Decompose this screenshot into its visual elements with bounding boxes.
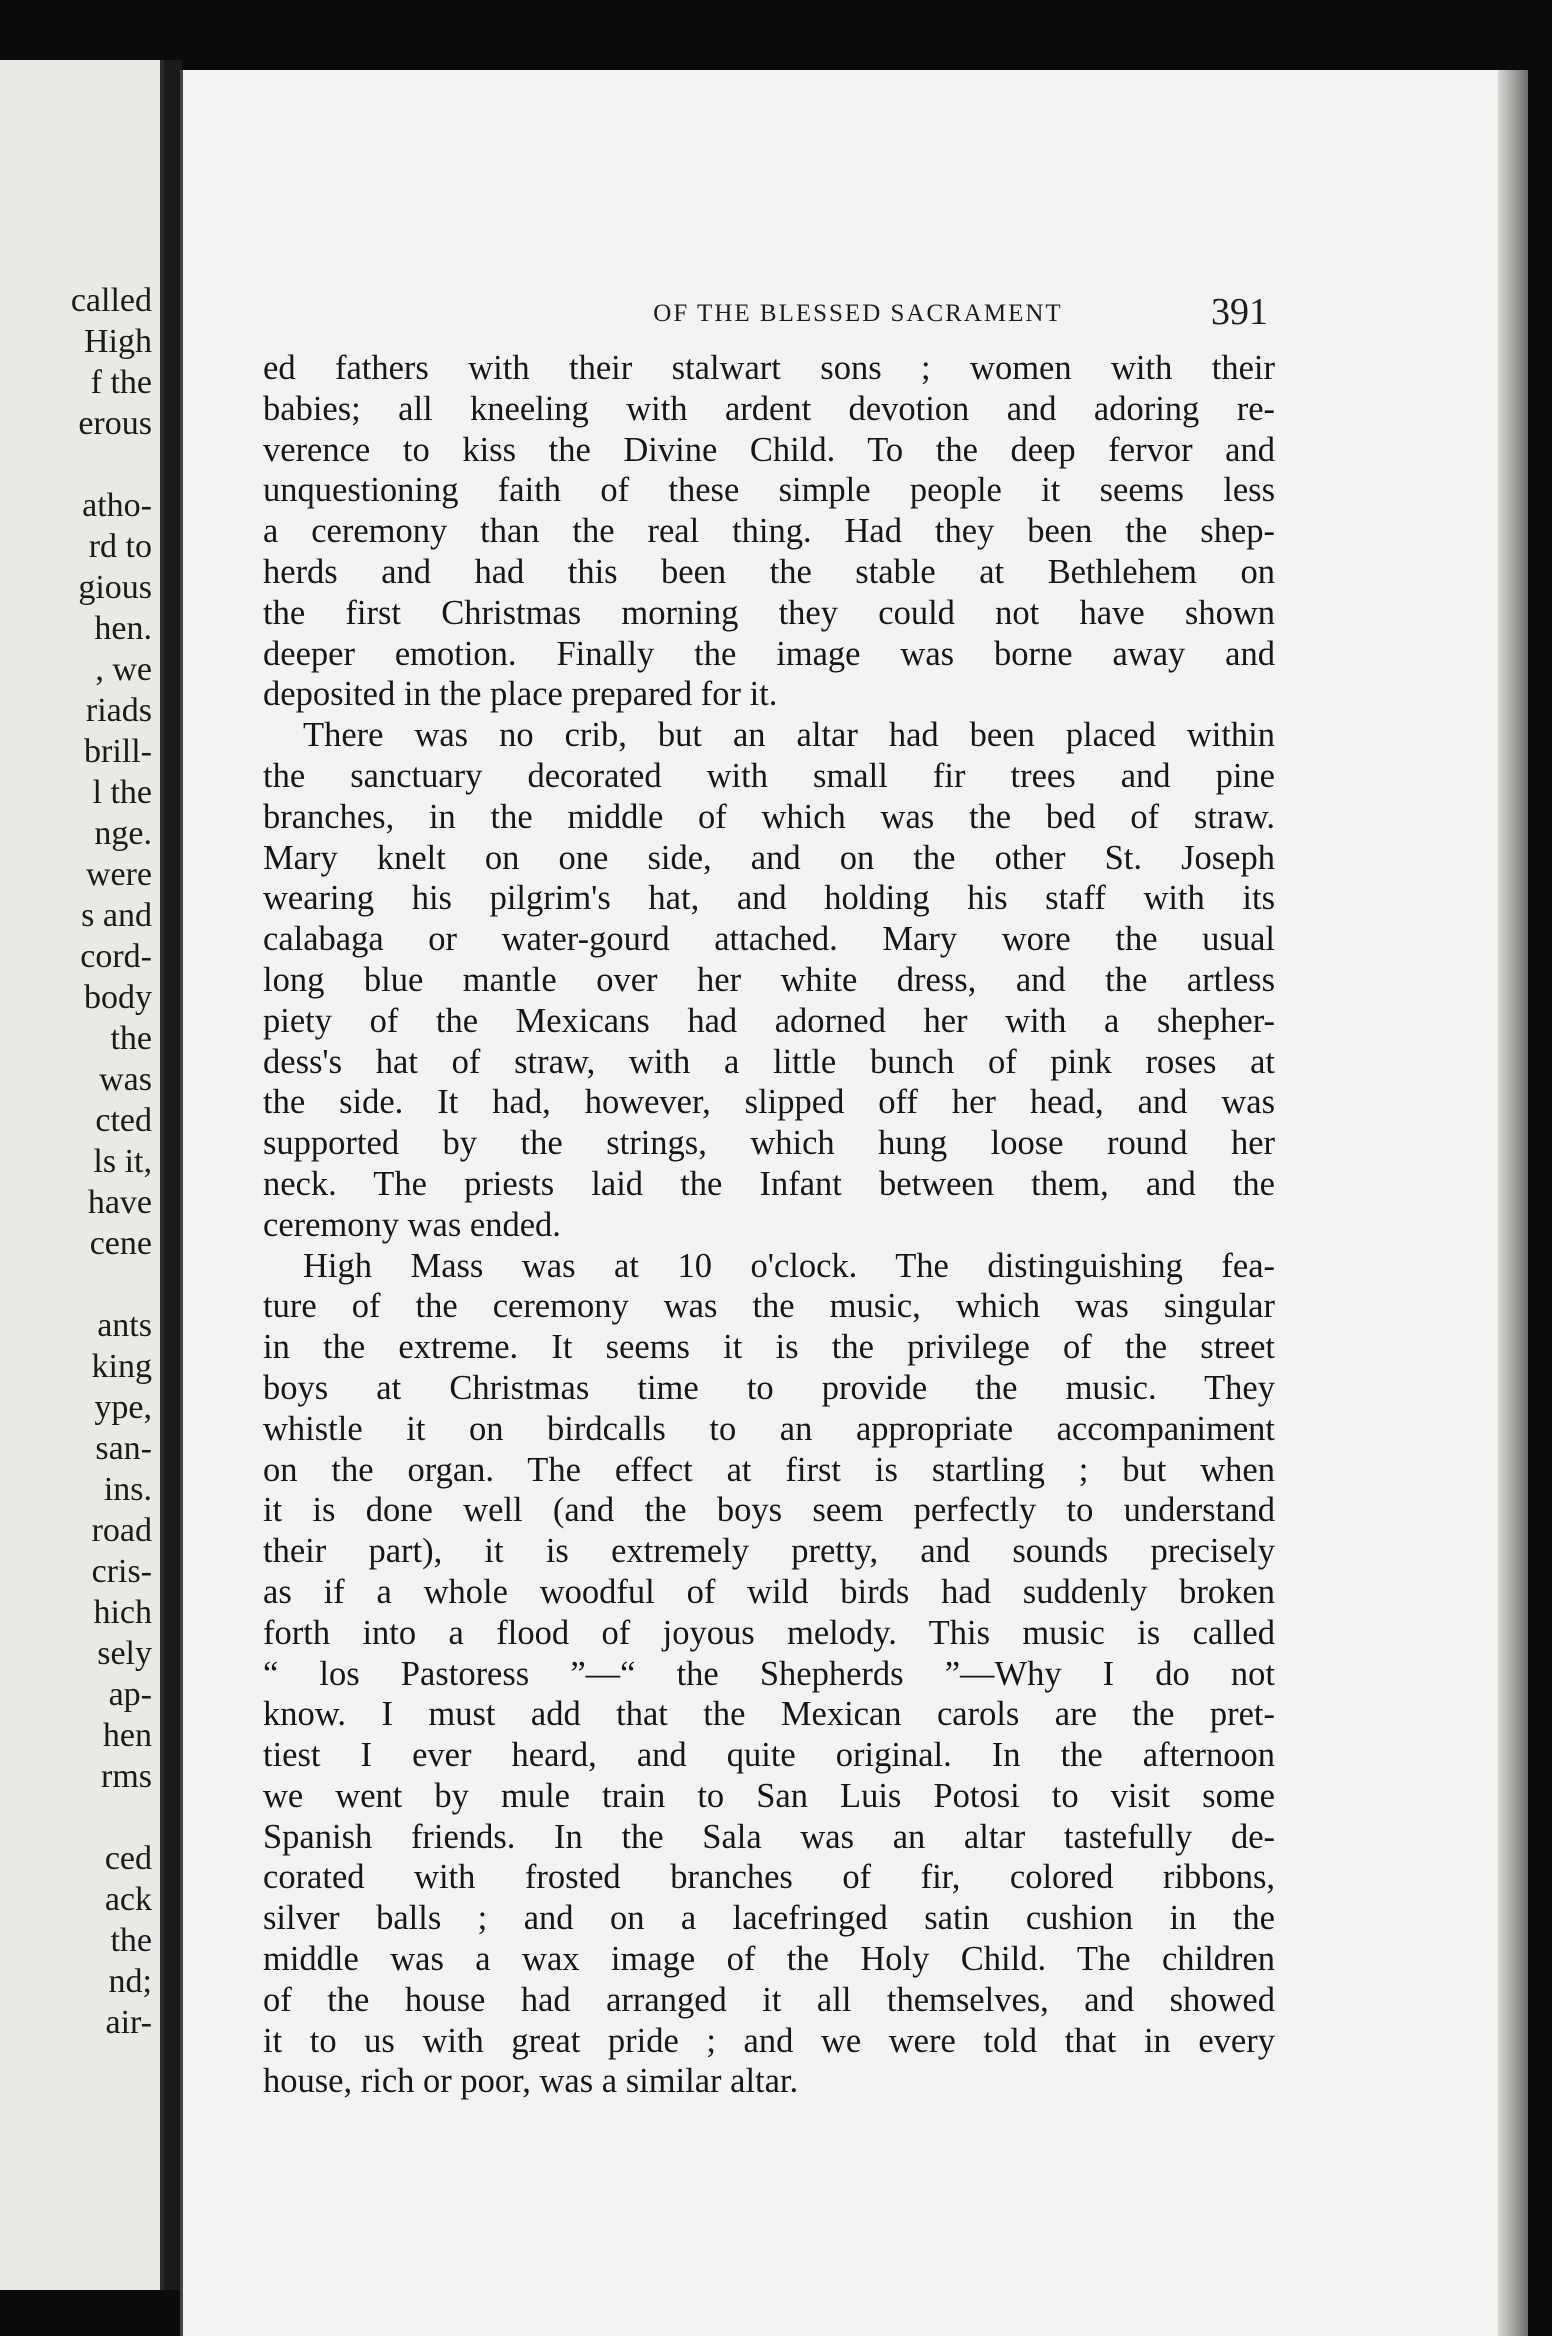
left-page-line: cris- — [91, 1553, 152, 1590]
text-line: unquestioning faith of these simple people it seems less — [263, 471, 1275, 510]
left-page-line — [2, 444, 152, 485]
text-line: boys at Christmas time to provide the music. They — [263, 1368, 1275, 1407]
left-page-text — [2, 280, 152, 2043]
left-page-line: san- — [95, 1430, 152, 1467]
left-page-line: brill- — [84, 733, 152, 770]
left-page-line: ls it, — [93, 1143, 152, 1180]
left-page-line: erous — [78, 405, 152, 442]
text-line: corated with frosted branches of fir, colored ribbons, — [263, 1858, 1275, 1897]
text-line: “ los Pastoress ”—“ the Shepherds ”—Why I do not — [263, 1654, 1275, 1693]
text-line: know. I must add that the Mexican carols are the pret- — [263, 1695, 1275, 1734]
text-line: deeper emotion. Finally the image was borne away and — [263, 634, 1275, 673]
left-page-line: ants — [97, 1307, 152, 1344]
left-page-line: was — [99, 1061, 152, 1098]
text-line: it to us with great pride ; and we were told that in every — [263, 2021, 1275, 2060]
text-line: ceremony was ended. — [263, 1205, 561, 1244]
left-page-line: were — [85, 856, 152, 893]
left-page-line — [2, 1264, 152, 1305]
left-page-line: ap- — [108, 1676, 152, 1713]
left-page-line: the — [110, 1922, 152, 1959]
left-page-line: ype, — [94, 1389, 152, 1426]
left-page-line: sely — [97, 1635, 152, 1672]
left-page-line: called — [70, 282, 152, 319]
page-edge — [1498, 70, 1528, 2336]
left-page-line: l the — [92, 774, 152, 811]
text-line: babies; all kneeling with ardent devotion and adoring re- — [263, 389, 1275, 428]
left-page-line: atho- — [82, 487, 152, 524]
text-line: a ceremony than the real thing. Had they been the shep- — [263, 512, 1275, 551]
left-page-line: king — [91, 1348, 152, 1385]
left-page-line: gious — [78, 569, 152, 606]
text-line: branches, in the middle of which was the bed of straw. — [263, 797, 1275, 836]
left-page-line: the — [110, 1020, 152, 1057]
text-line: long blue mantle over her white dress, and the artless — [263, 960, 1275, 999]
text-line: we went by mule train to San Luis Potosi to visit some — [263, 1776, 1275, 1815]
text-line: Mary knelt on one side, and on the other St. Joseph — [263, 838, 1275, 877]
text-line: dess's hat of straw, with a little bunch of pink roses at — [263, 1042, 1275, 1081]
text-line: ed fathers with their stalwart sons ; women with their — [263, 349, 1275, 387]
page-number: 391 — [1211, 291, 1268, 333]
left-page-line: road — [91, 1512, 152, 1549]
left-page-line: riads — [85, 692, 152, 729]
text-line: verence to kiss the Divine Child. To the deep fervor and — [263, 430, 1275, 469]
text-line: on the organ. The effect at first is startling ; but when — [263, 1450, 1275, 1489]
text-line: as if a whole woodful of wild birds had suddenly broken — [263, 1572, 1275, 1611]
text-line: middle was a wax image of the Holy Child. The children — [263, 1940, 1275, 1979]
paragraph — [263, 715, 1275, 1245]
right-page — [180, 70, 1528, 2336]
text-line: supported by the strings, which hung loose round her — [263, 1124, 1275, 1163]
text-line: There was no crib, but an altar had been placed within — [303, 716, 1275, 755]
left-page-line: rd to — [88, 528, 152, 565]
left-page-line: hich — [93, 1594, 152, 1631]
paragraph — [263, 348, 1275, 715]
left-page-line — [2, 1797, 152, 1838]
text-line: it is done well (and the boys seem perfectly to understand — [263, 1491, 1275, 1530]
text-line: piety of the Mexicans had adorned her with a shepher- — [263, 1001, 1275, 1040]
text-line: tiest I ever heard, and quite original. In the afternoon — [263, 1736, 1275, 1775]
left-page-line: , we — [95, 651, 152, 688]
left-page-line: hen. — [94, 610, 152, 647]
left-page-line: cord- — [80, 938, 152, 975]
text-line: herds and had this been the stable at Bethlehem on — [263, 552, 1275, 591]
text-line: whistle it on birdcalls to an appropriate accompaniment — [263, 1409, 1275, 1448]
left-page-line: cene — [89, 1225, 152, 1262]
text-line: in the extreme. It seems it is the privilege of the street — [263, 1328, 1275, 1367]
left-page-line: body — [84, 979, 152, 1016]
text-line: the side. It had, however, slipped off her head, and was — [263, 1083, 1275, 1122]
text-line: Spanish friends. In the Sala was an altar tastefully de- — [263, 1817, 1275, 1856]
text-line: forth into a flood of joyous melody. This music is called — [263, 1613, 1275, 1652]
text-line: High Mass was at 10 o'clock. The distinguishing fea- — [303, 1246, 1275, 1285]
left-page-fragment — [0, 60, 164, 2290]
body-text — [263, 348, 1275, 2102]
left-page-line: s and — [81, 897, 152, 934]
left-page-line: air- — [105, 2004, 152, 2041]
text-line: wearing his pilgrim's hat, and holding his staff with its — [263, 879, 1275, 918]
running-head: OF THE BLESSED SACRAMENT — [653, 300, 1063, 327]
text-line: of the house had arranged it all themselves, and showed — [263, 1980, 1275, 2019]
left-page-line: ins. — [103, 1471, 152, 1508]
text-line: their part), it is extremely pretty, and sounds precisely — [263, 1532, 1275, 1571]
text-line: the sanctuary decorated with small fir trees and pine — [263, 756, 1275, 795]
text-line: calabaga or water-gourd attached. Mary wore the usual — [263, 920, 1275, 959]
text-line: neck. The priests laid the Infant between them, and the — [263, 1164, 1275, 1203]
left-page-line: nge. — [94, 815, 152, 852]
text-line: house, rich or poor, was a similar altar. — [263, 2062, 799, 2101]
left-page-line: have — [87, 1184, 152, 1221]
left-page-line: High — [84, 323, 152, 360]
left-page-line: ced — [104, 1840, 152, 1877]
left-page-line: ack — [104, 1881, 152, 1918]
left-page-line: rms — [101, 1758, 152, 1795]
paragraph — [263, 1246, 1275, 2103]
text-line: ture of the ceremony was the music, which was singular — [263, 1287, 1275, 1326]
text-line: the first Christmas morning they could not have shown — [263, 593, 1275, 632]
text-line: deposited in the place prepared for it. — [263, 675, 778, 714]
text-line: silver balls ; and on a lacefringed satin cushion in the — [263, 1899, 1275, 1938]
left-page-line: cted — [95, 1102, 152, 1139]
left-page-line: hen — [102, 1717, 152, 1754]
left-page-line: nd; — [108, 1963, 152, 2000]
left-page-line: f the — [90, 364, 152, 401]
